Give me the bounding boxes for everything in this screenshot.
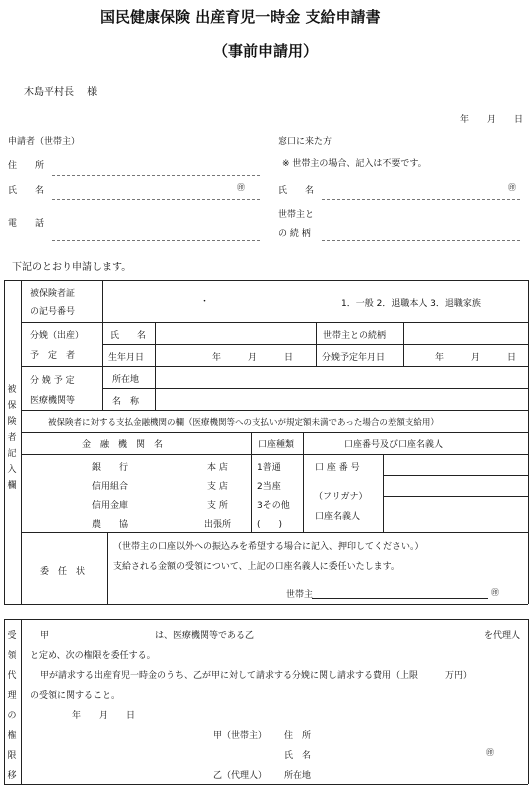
application-date[interactable]: 年 月 日 [460, 115, 524, 125]
account-number-label: 口 座 番 号 [315, 463, 360, 473]
facility-name-label: 名 称 [112, 397, 140, 407]
bank-type-credit-union[interactable]: 信用組合 [92, 482, 129, 492]
delegation-note: （世帯主の口座以外への振込みを希望する場合に記入、押印してください。） [113, 542, 424, 552]
insurance-number-field[interactable]: ・ [200, 297, 210, 307]
agent-side-label: 受 領 代 理 の 権 限 移 [7, 631, 17, 781]
delegation-label: 委 任 状 [40, 567, 86, 577]
applicant-address-label: 住 所 [8, 161, 45, 171]
applicant-address-field[interactable] [52, 175, 260, 176]
visitor-relation-label-2: の 続 柄 [278, 229, 311, 239]
visitor-heading: 窓口に来た方 [278, 137, 333, 147]
applicant-name-field[interactable] [52, 199, 260, 200]
householder-seal: ㊞ [491, 588, 499, 597]
due-date-field[interactable]: 年 月 日 [435, 353, 517, 363]
relation-label: 世帯主との続柄 [323, 331, 387, 341]
form-subtitle: （事前申請用） [213, 42, 319, 60]
visitor-name-field[interactable] [322, 199, 520, 200]
applicant-phone-label: 電 話 [8, 219, 45, 229]
addressee: 木島平村長 様 [24, 87, 98, 98]
account-type-other[interactable]: 3その他 [257, 501, 290, 511]
agent-line1-c: を代理人 [484, 631, 521, 641]
facility-label: 分 娩 予 定 [30, 376, 75, 386]
account-type-header: 口座種類 [258, 440, 295, 450]
dob-label: 生年月日 [108, 353, 145, 363]
delegation-text: 支給される金額の受領について、上記の口座名義人に委任いたします。 [113, 562, 400, 572]
agent-date[interactable]: 年 月 日 [72, 711, 136, 721]
bank-type-bank[interactable]: 銀 行 [92, 463, 129, 473]
account-holder-label: 口座名義人 [315, 512, 361, 522]
householder-label: 世帯主 [286, 590, 314, 600]
due-date-label: 分娩予定年月日 [322, 353, 386, 363]
insurance-number-label-2: の記号番号 [30, 307, 76, 317]
applicant-heading: 申請者（世帯主） [8, 137, 81, 147]
agent-line2: と定め、次の権限を委任する。 [30, 651, 156, 661]
agent-line1-b: は、医療機関等である乙 [155, 631, 255, 641]
visitor-relation-label: 世帯主と [278, 210, 315, 220]
kou-label: 甲（世帯主） [213, 731, 268, 741]
applicant-phone-field[interactable] [52, 240, 260, 241]
kou-name-label: 氏 名 [284, 751, 312, 761]
agent-line1-a: 甲 [40, 631, 50, 641]
branch-type-office[interactable]: 出張所 [204, 520, 232, 530]
applicant-seal: ㊞ [237, 183, 245, 192]
birth-person-label-2: 予 定 者 [30, 351, 76, 361]
account-header: 口座番号及び口座名義人 [344, 440, 444, 450]
insured-side-label: 被 保 険 者 記 入 欄 [7, 385, 17, 491]
otsu-label: 乙（代理人） [213, 771, 268, 781]
birth-person-name-label: 氏 名 [110, 331, 147, 341]
account-type-current[interactable]: 2当座 [257, 482, 281, 492]
dob-field[interactable]: 年 月 日 [212, 353, 294, 363]
applicant-name-label: 氏 名 [8, 186, 45, 196]
bank-type-agri-coop[interactable]: 農 協 [92, 520, 129, 530]
kou-seal: ㊞ [486, 748, 494, 757]
bank-type-credit-bank[interactable]: 信用金庫 [92, 501, 129, 511]
account-type-ordinary[interactable]: 1普通 [257, 463, 281, 473]
visitor-note: ※ 世帯主の場合、記入は不要です。 [282, 159, 427, 169]
insurance-number-label: 被保険者証 [30, 289, 76, 299]
branch-type-branch[interactable]: 支 店 [207, 482, 228, 492]
form-title: 国民健康保険 出産育児一時金 支給申請書 [100, 8, 381, 26]
birth-person-label: 分娩（出産） [30, 331, 85, 341]
branch-type-sub[interactable]: 支 所 [207, 501, 228, 511]
visitor-seal: ㊞ [508, 183, 516, 192]
bank-header: 金 融 機 関 名 [82, 440, 164, 450]
visitor-relation-field[interactable] [322, 240, 520, 241]
facility-label-2: 医療機関等 [30, 396, 76, 406]
facility-location-label: 所在地 [112, 375, 140, 385]
bank-note: 被保険者に対する支払金融機関の欄（医療機関等への支払いが規定額未満であった場合の差額支給用） [48, 418, 439, 428]
agent-line4: の受領に関すること。 [30, 691, 121, 701]
householder-signature-line[interactable] [312, 598, 488, 599]
furigana-label: （フリガナ） [314, 492, 368, 502]
kou-address-label: 住 所 [284, 731, 312, 741]
otsu-location-label: 所在地 [284, 771, 312, 781]
intro-text: 下記のとおり申請します。 [12, 262, 132, 273]
branch-type-main[interactable]: 本 店 [207, 463, 228, 473]
insured-category-options[interactable]: 1．一般 2．退職本人 3．退職家族 [341, 299, 481, 309]
visitor-name-label: 氏 名 [278, 186, 315, 196]
account-type-other-field[interactable]: ( ) [257, 520, 283, 530]
agent-line3: 甲が請求する出産育児一時金のうち、乙が甲に対して請求する分娩に関し請求する費用（上限 万円） [40, 671, 473, 681]
